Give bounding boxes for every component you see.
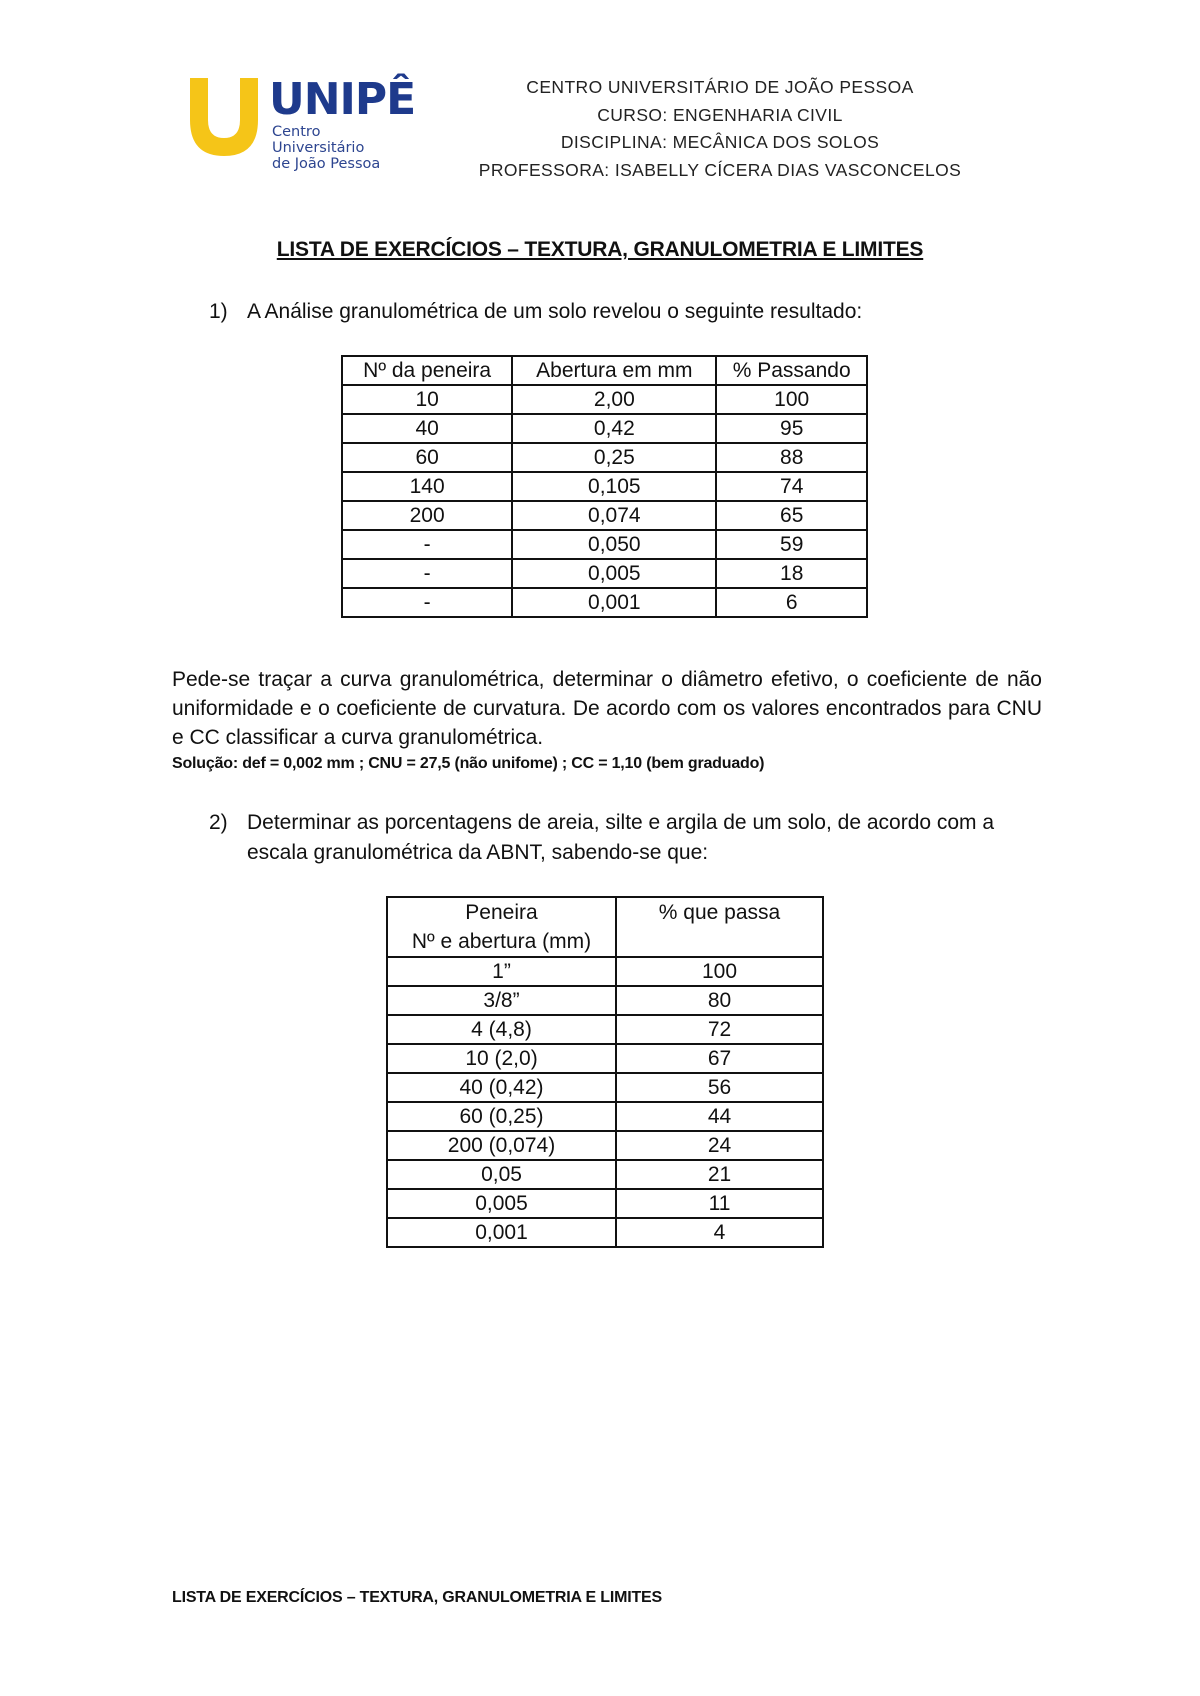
- header-info: [460, 74, 980, 184]
- table-cell: 200 (0,074): [387, 1131, 616, 1160]
- question-2-text-line2: escala granulométrica da ABNT, sabendo-se que:: [247, 841, 709, 864]
- question-2-text-line1: Determinar as porcentagens de areia, silte e argila de um solo, de acordo com a: [247, 811, 995, 834]
- table-cell: 10 (2,0): [387, 1044, 616, 1073]
- table-cell: 1”: [387, 957, 616, 986]
- table-cell: -: [342, 588, 512, 617]
- professor-name: PROFESSORA: ISABELLY CÍCERA DIAS VASCONCELOS: [478, 159, 962, 180]
- table-row: [387, 1160, 823, 1189]
- table-cell: -: [342, 530, 512, 559]
- unipe-u-mark-icon: [186, 78, 262, 158]
- table-cell: 60: [342, 443, 512, 472]
- question-2-continuation: [247, 838, 708, 868]
- table-cell: 44: [616, 1102, 823, 1131]
- table-cell: 4 (4,8): [387, 1015, 616, 1044]
- table-cell: 40 (0,42): [387, 1073, 616, 1102]
- logo-subtitle: Centro Universitário de João Pessoa: [272, 124, 381, 172]
- page-footer: LISTA DE EXERCÍCIOS – TEXTURA, GRANULOMETRIA E LIMITES: [172, 1589, 662, 1606]
- table-cell: 140: [342, 472, 512, 501]
- header-sieve-number: Nº da peneira: [342, 356, 512, 385]
- table-cell: 0,05: [387, 1160, 616, 1189]
- table-cell: 2,00: [512, 385, 716, 414]
- table-cell: 3/8”: [387, 986, 616, 1015]
- table-cell: 95: [716, 414, 867, 443]
- header-opening-mm: Abertura em mm: [512, 356, 716, 385]
- table-cell: 56: [616, 1073, 823, 1102]
- table-header-row: [387, 897, 823, 957]
- table-row: [387, 1044, 823, 1073]
- table-cell: 0,005: [387, 1189, 616, 1218]
- question-2-number: 2): [209, 811, 228, 834]
- unipe-logo: [186, 74, 416, 172]
- table-row: [342, 385, 867, 414]
- course-name: CURSO: ENGENHARIA CIVIL: [597, 104, 843, 125]
- question-1-solution: Solução: def = 0,002 mm ; CNU = 27,5 (não unifome) ; CC = 1,10 (bem graduado): [172, 755, 765, 772]
- table-cell: 100: [616, 957, 823, 986]
- sieve-analysis-table: [341, 355, 868, 618]
- table-cell: 21: [616, 1160, 823, 1189]
- table-cell: 0,050: [512, 530, 716, 559]
- table-cell: 72: [616, 1015, 823, 1044]
- table-cell: 59: [716, 530, 867, 559]
- table-row: [387, 986, 823, 1015]
- table-row: [387, 1189, 823, 1218]
- table-cell: 60 (0,25): [387, 1102, 616, 1131]
- table-row: [387, 1015, 823, 1044]
- header-sieve-line2: Nº e abertura (mm): [411, 930, 592, 953]
- table-row: [387, 1073, 823, 1102]
- table-header-row: [342, 356, 867, 385]
- table-row: [387, 1131, 823, 1160]
- table-cell: 0,105: [512, 472, 716, 501]
- table-cell: 40: [342, 414, 512, 443]
- table-cell: 4: [616, 1218, 823, 1247]
- question-1-text: A Análise granulométrica de um solo revelou o seguinte resultado:: [247, 300, 863, 323]
- table-cell: 11: [616, 1189, 823, 1218]
- question-1-instructions: Pede-se traçar a curva granulométrica, determinar o diâmetro efetivo, o coeficiente de não uniformidade e o coeficiente de curvatura. De acordo com os valores encontrados para CNU e CC classificar a curva granulométrica.: [172, 668, 1042, 749]
- table-cell: 74: [716, 472, 867, 501]
- table-row: [342, 588, 867, 617]
- table-row: [342, 559, 867, 588]
- institution-name: CENTRO UNIVERSITÁRIO DE JOÃO PESSOA: [526, 77, 914, 97]
- table-cell: 80: [616, 986, 823, 1015]
- table-row: [342, 501, 867, 530]
- table-cell: 88: [716, 443, 867, 472]
- table-cell: 65: [716, 501, 867, 530]
- table-cell: 0,001: [512, 588, 716, 617]
- table-cell: 67: [616, 1044, 823, 1073]
- table-cell: 6: [716, 588, 867, 617]
- logo-brand-text: UNIPÊ: [269, 74, 416, 125]
- table-cell: 200: [342, 501, 512, 530]
- document-title: LISTA DE EXERCÍCIOS – TEXTURA, GRANULOMETRIA E LIMITES: [276, 238, 924, 261]
- table-cell: -: [342, 559, 512, 588]
- table-cell: 0,001: [387, 1218, 616, 1247]
- header-percent-passing: % Passando: [716, 356, 867, 385]
- header-sieve-line1: Peneira: [465, 901, 538, 924]
- question-1-number: 1): [209, 300, 228, 323]
- table-row: [342, 530, 867, 559]
- table-cell: 0,25: [512, 443, 716, 472]
- table-row: [342, 443, 867, 472]
- table-row: [342, 414, 867, 443]
- table-cell: 0,42: [512, 414, 716, 443]
- table-row: [387, 1102, 823, 1131]
- header-sieve: [387, 897, 616, 957]
- header-percent-passing: % que passa: [616, 897, 823, 957]
- table-cell: 10: [342, 385, 512, 414]
- discipline-name: DISCIPLINA: MECÂNICA DOS SOLOS: [560, 132, 880, 152]
- table-row: [387, 957, 823, 986]
- sieve-passing-table: [386, 896, 824, 1248]
- table-row: [387, 1218, 823, 1247]
- table-cell: 0,005: [512, 559, 716, 588]
- table-cell: 18: [716, 559, 867, 588]
- table-cell: 0,074: [512, 501, 716, 530]
- table-row: [342, 472, 867, 501]
- table-cell: 24: [616, 1131, 823, 1160]
- table-cell: 100: [716, 385, 867, 414]
